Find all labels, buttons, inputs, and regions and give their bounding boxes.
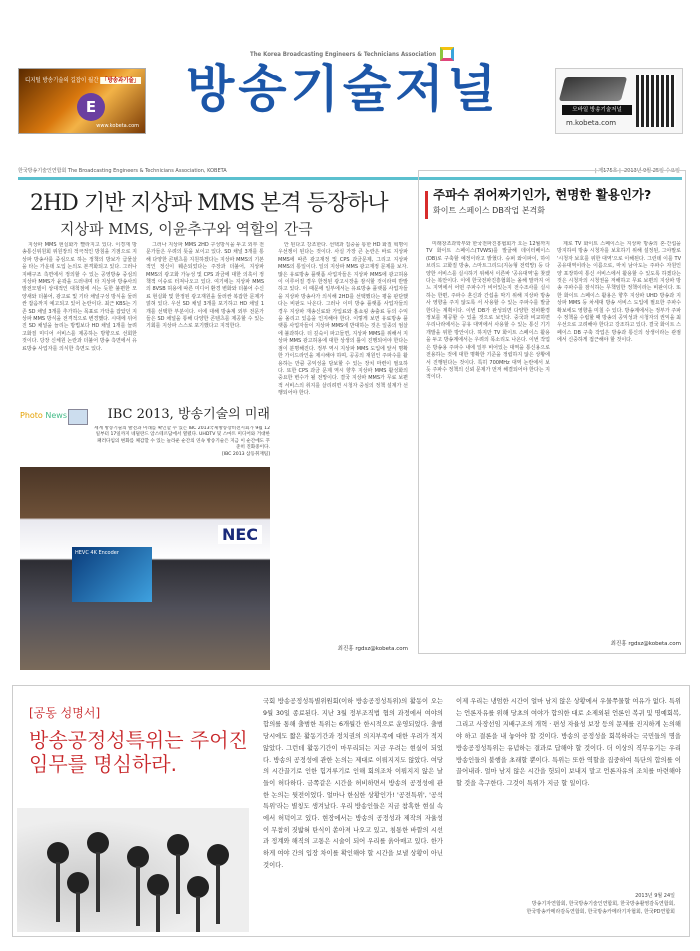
- smartphone-icon: [559, 77, 627, 101]
- main-article-col3: 안 된다고 강조한다. 선택과 집중을 통한 HD 화질 혁명이 우선쟁이 된다는 것이다. 사실 가장 큰 논란은 바로 지상파 MMS에 따른 광고재정 및 CPS 과금문제, 그리고 지상파 MMS의 통일이다. 일의 지상파 MMS 광고재정 문제를 보자. 많은 유료방송 플랫폼 사업자들은 지상파 MMS에 광고허용이 이루어질 경우 한정된 광고시장을 잠식할 것이라며 반발하고 있다. 이 때문에 일부에서는 유료방송 플랫폼 사업자들을 지상파 방송사가 의식해 2HD를 선택했다는 평을 판단했다는 비판도 나온다. 그러나 이미 방송 플랫폼 사업자들의 경우 지상파 재송신료와 가입료와 홈쇼핑 송출료 등의 수익을 올리고 있음을 인지해야 한다. 이렇게 보면 유료방송 플랫폼 사업자들이 지상파 MMS에 반대하는 것은 일종의 엄살에 불과하다. 더 깊숙이 파고들면, 지상파 MMS를 위해서 지상파 MMS 광고허용에 대한 상생의 틀이 진행되어야 한다는 점이 분명해진다. 정부 역시 지상파 MMS 도입에 앞서 명확한 가이드라인을 제시해야 하며, 공공의 재원인 주파수를 활용하는 만큼 공익성을 담보할 수 있는 장치 마련이 필요하다. 또한 CPS 과금 문제 역시 향후 지상파 MMS 활성화의 중요한 변수가 될 전망이다. 결국 지상파 MMS가 무료 보편적 서비스의 취지를 살리려면 시청자 중심의 정책 설계가 선행되어야 한다.: [278, 242, 408, 397]
- side-article-col2: 제로 TV 화이트 스페이스는 지상파 방송의 혼·간섭을 방지하여 방송 시청자를 보호하기 위해 설정된, 그야말로 '시청자 보호를 위한 대역'으로 이해된다. 그런데 이를 TV 공유대역이라는 이름으로, 마치 남아도는 주파수 자원인양 포장하여 통신 서비스에서 활용할 수 있도록 하겠다는 것은 시청자의 시청권을 저해하고 무료 보편의 지상파 방송 주파수를 잠식하는 무책임한 정책이라는 비판이다. 또한 화이트 스페이스 활용은 향후 지상파 UHD 방송과 지상파 MMS 등 차세대 방송 서비스 도입에 필요한 주파수 확보에도 영향을 미칠 수 있다. 방송계에서는 정부가 주파수 정책을 수립할 때 방송의 공익성과 시청자의 권익을 최우선으로 고려해야 한다고 강조하고 있다. 결국 화이트 스페이스 DB 구축 작업은 방송과 통신의 상생이라는 관점에서 신중하게 접근해야 할 것이다.: [557, 241, 681, 344]
- mobile-url: m.kobeta.com: [566, 119, 617, 127]
- main-subheadline: 지상파 MMS, 이윤추구와 역할의 간극: [60, 220, 313, 238]
- publisher-line: 한국방송기술인연합회 The Broadcasting Engineers & Technicians Association, KOBETA: [18, 168, 227, 174]
- statement-col2: 이제 우리는 냉엄한 시간이 얼마 남지 않은 상황에서 우물쭈물할 여유가 없다. 특위는 언론자유를 위해 당초의 여야가 합의한 대로 소제외된 언론인 복귀 및 명예회복, 그리고 사장선임 지배구조의 개혁 · 편성 자율성 보장 등의 문제를 진지하게 논의해야 하고 결론을 내 놓아야 할 것이다. 방송의 공정성을 회복하라는 국민들의 명을 방송공정성특위는 유념하는 결과로 답해야 할 것이다. 더 이상의 직무유기는 우리 방송인들의 불행을 초래할 뿐이다. 특위는 또한 역할을 집중하여 특단의 합의를 이끌어내라. 얼마 남지 않은 시간을 헛되이 보내지 말고 언론자유의 조치를 마련해야 할 것을 촉구한다. 그것이 특위가 지금 할 일이다.: [456, 698, 681, 787]
- microphones-photo: [17, 808, 249, 932]
- accent-bar: [425, 191, 428, 219]
- side-article-title[interactable]: 주파수 쥐어짜기인가, 현명한 활용인가?: [433, 187, 652, 202]
- side-article-col1: 미래창조과학부와 한국전파진흥협회가 오는 12월까지 TV 화이트 스페이스(TVWS)를 발굴해 데이터베이스(DB)로 구축할 예정이라고 밝혔다. 슈퍼 와이파이, 하이브리드 고화질 방송, 스마트그리드(지능형 전력망) 등 다양한 서비스를 실시하기 위해서 이른바 '공유대역'을 찾겠다는 복안이다. 이에 한국전파진흥협회는 올해 말까지 어느 지역에서 어떤 주파수가 비어있는지 전수조사를 실시하는 한편, 주파수 혼신과 간섭을 막기 위해 지상파 방송사 영향을 주지 않도록 서 사용할 수 있는 주파수를 발굴한다는 계획이다. 이번 DB가 완성되면 다양한 전파환경 정보를 제공할 수 있을 것으로 보인다. 중국과 비교하면 우리나라에서는 공유 대역에서 사용할 수 있는 통신 기기 개발을 위한 방안이다. 하지만 TV 화이트 스페이스 활용을 두고 방송계에서는 우려의 목소리도 나온다. 이번 작업은 방송용 주파수 내에 일부 비어있는 대역을 통신용으로 전용하는 것에 대한 명확한 기준을 정립하지 않은 상황에서 진행된다는 것이다. 특히 700MHz 대역 논란에서 보듯 주파수 정책의 신뢰 문제가 먼저 해결되어야 한다는 지적이다.: [426, 241, 550, 381]
- booth-screen: HEVC 4K Encoder: [72, 547, 152, 602]
- booth-sign: NEC: [218, 525, 262, 544]
- ad-tagline: 디지털 방송기술의 길잡이 월간 「방송과기술」: [25, 77, 140, 84]
- statement-signers: 2013년 9월 24일 방송기자연합회, 한국방송기술인연합회, 한국방송촬영감독연합회, 한국방송카메라감독연합회, 한국방송카메라기자협회, 한국PD연합회: [526, 893, 675, 915]
- main-article-col2: 그러나 지상파 MMS 2HD 구성방식을 두고 외부 전문가들은 우려의 뜻을 보이고 있다. SD 채널 3개를 통해 다양한 콘텐츠를 지원하겠다는 지상파 MMS의 기본적인 정신이 훼손되었다는 주장과 더불어, 지상파 MMS의 광고화 가능성 및 CPS 과금에 대한 의혹이 정책적 이슈로 터져나오고 있다. 여기에는 지상파 MMS의 8VSB 허용에 따른 미디어 환경 변화와 더불어 수신료 현실화 및 한정된 광고재원을 둘러싼 복잡한 문제가 얽혀 있다. 우선 SD 채널 3개를 포기하고 HD 채널 1개를 선택한 부분이다. 이에 대해 방송계 외부 전문가들은 SD 채널을 통해 다양한 콘텐츠를 제공할 수 있는 기회를 지상파 스스로 포기했다고 지적한다.: [146, 242, 264, 330]
- main-author[interactable]: 최진홍 rgdsz@kobeta.com: [337, 646, 408, 652]
- statement-title[interactable]: 방송공정성특위는 주어진 임무를 명심하라.: [29, 728, 248, 776]
- joint-statement: [12, 685, 690, 937]
- ad-banner-broadcast-tech-magazine[interactable]: [18, 68, 146, 134]
- ad-url: www.kobeta.com: [96, 123, 139, 129]
- logo-subtitle: The Korea Broadcasting Engineers & Technicians Association: [250, 50, 437, 58]
- ad-banner-mobile[interactable]: [555, 68, 683, 134]
- photo-news-title[interactable]: IBC 2013, 방송기술의 미래: [107, 407, 270, 422]
- statement-tag: [공동 성명서]: [29, 706, 101, 720]
- photo-news-caption: 세계 방송기술의 발전과 미래를 확인할 수 있는 IBC 2013국제방송장비전시회가 9월 12일부터 17일까지 네덜란드 암스테르담에서 열렸다. UHDTV 및 스마트 미디어와 거대한 패러다임의 변화를 체감할 수 있는 놀라운 순간의 연속 방송기술은 지금 이 순간에도 꾸준히 진화중이다. [IBC 2013 삼등취재팀]: [94, 426, 270, 457]
- main-article-col1: 지상파 MMS 현실화가 빨라지고 있다. 이경재 방송통신위원회 위원장의 적극적인 방침을 기점으로 지상파 방송사를 중심으로 하는 정책의 방보가 급물살을 타는 가운데 도입 논의도 본격화되고 있다. 그러나 지배구조 측면에서 정의할 수 있는 공영방송 중심의 지상파 MMS가 윤곽을 드러내며 타 지상파 방송사의 발전모델이 상대적인 대척점에 서는 듯한 불편한 모양새와 더불어, 광고료 및 기타 채널구성 방식을 둘러싼 잡음까지 예고되고 있어 논란이다. 최근 KBS는 기존 SD 채널 3개를 추가하는 목표로 가닥을 잡았던 지상파 MMS 방식을 전격적으로 변경했다. 시대에 뒤어진 SD 채널을 늘리는 방법보다 HD 채널 1개를 늘려 고화질 미디어 서비스를 제공하는 방향으로 선회한 것이다. 당장 신체원 논란과 더불어 방송 측면에서 유료방송 사업자를 의식한 측면도 있다.: [22, 242, 137, 352]
- statement-col1: 국회 방송공정성특별위원회(이하 방송공정성특위)의 활동이 오는 9월 30일 종료된다. 지난 3월 정부조직법 협의 과정에서 여야의 합의를 통해 출범한 특위는 6개월간 한시적으로 운영되었다. 출범 당시에도 짧은 활동기간과 정치권의 의지부족에 대한 우려가 적지 않았다. 그런데 활동기간이 마무리되는 지금 우려는 현실이 되었다. 방송의 공정성에 관한 논의는 제대로 이뤄지지도 않았다. 여당의 시간끌기로 인한 힘겨루기로 인해 회의조차 이뤄지지 않은 날들이 허다하다. 금쪽같은 시간을 허비하면서 방송의 공정성에 관한 논의는 뒷전이었다. 얼마나 한심한 상황인가! '공전특위', '공석특위'라는 별칭도 생겨났다. 우리 방송인들은 지금 참혹한 현실 속에서 허덕이고 있다. 현장에서는 방송의 공정성과 제작의 자율성이 무참히 짓밟혀 탄식이 쏟아져 나오고 있고, 침통한 바깥의 시선과 정계와 해직의 고통은 시술이 되어 우리를 옭아매고 있다. 한가하게 여야 간의 입장 차이를 확인해야 할 시간을 보낼 상황이 아닌 것이다.: [263, 698, 443, 869]
- side-article-author[interactable]: 최진홍 rgdsz@kobeta.com: [610, 641, 681, 647]
- main-headline[interactable]: 2HD 기반 지상파 MMS 본격 등장하나: [30, 191, 388, 216]
- ibc-exhibition-photo: [20, 467, 270, 670]
- photo-news-icon: [68, 409, 88, 425]
- mobile-banner: 모바일 방송기술저널: [562, 105, 632, 115]
- issue-date: | 제175호 | 2013년 9월 25일 수요일: [595, 168, 680, 174]
- photo-news-label: Photo News: [20, 411, 67, 420]
- qr-code-icon: [636, 75, 676, 127]
- side-article: [418, 170, 686, 654]
- masthead-logo[interactable]: 방송기술저널: [186, 60, 500, 118]
- magazine-logo-icon: E: [77, 93, 105, 121]
- side-article-subtitle: 화이트 스페이스 DB작업 본격화: [433, 206, 546, 215]
- logo-mark-icon: [440, 47, 454, 61]
- photo-news: [20, 405, 270, 670]
